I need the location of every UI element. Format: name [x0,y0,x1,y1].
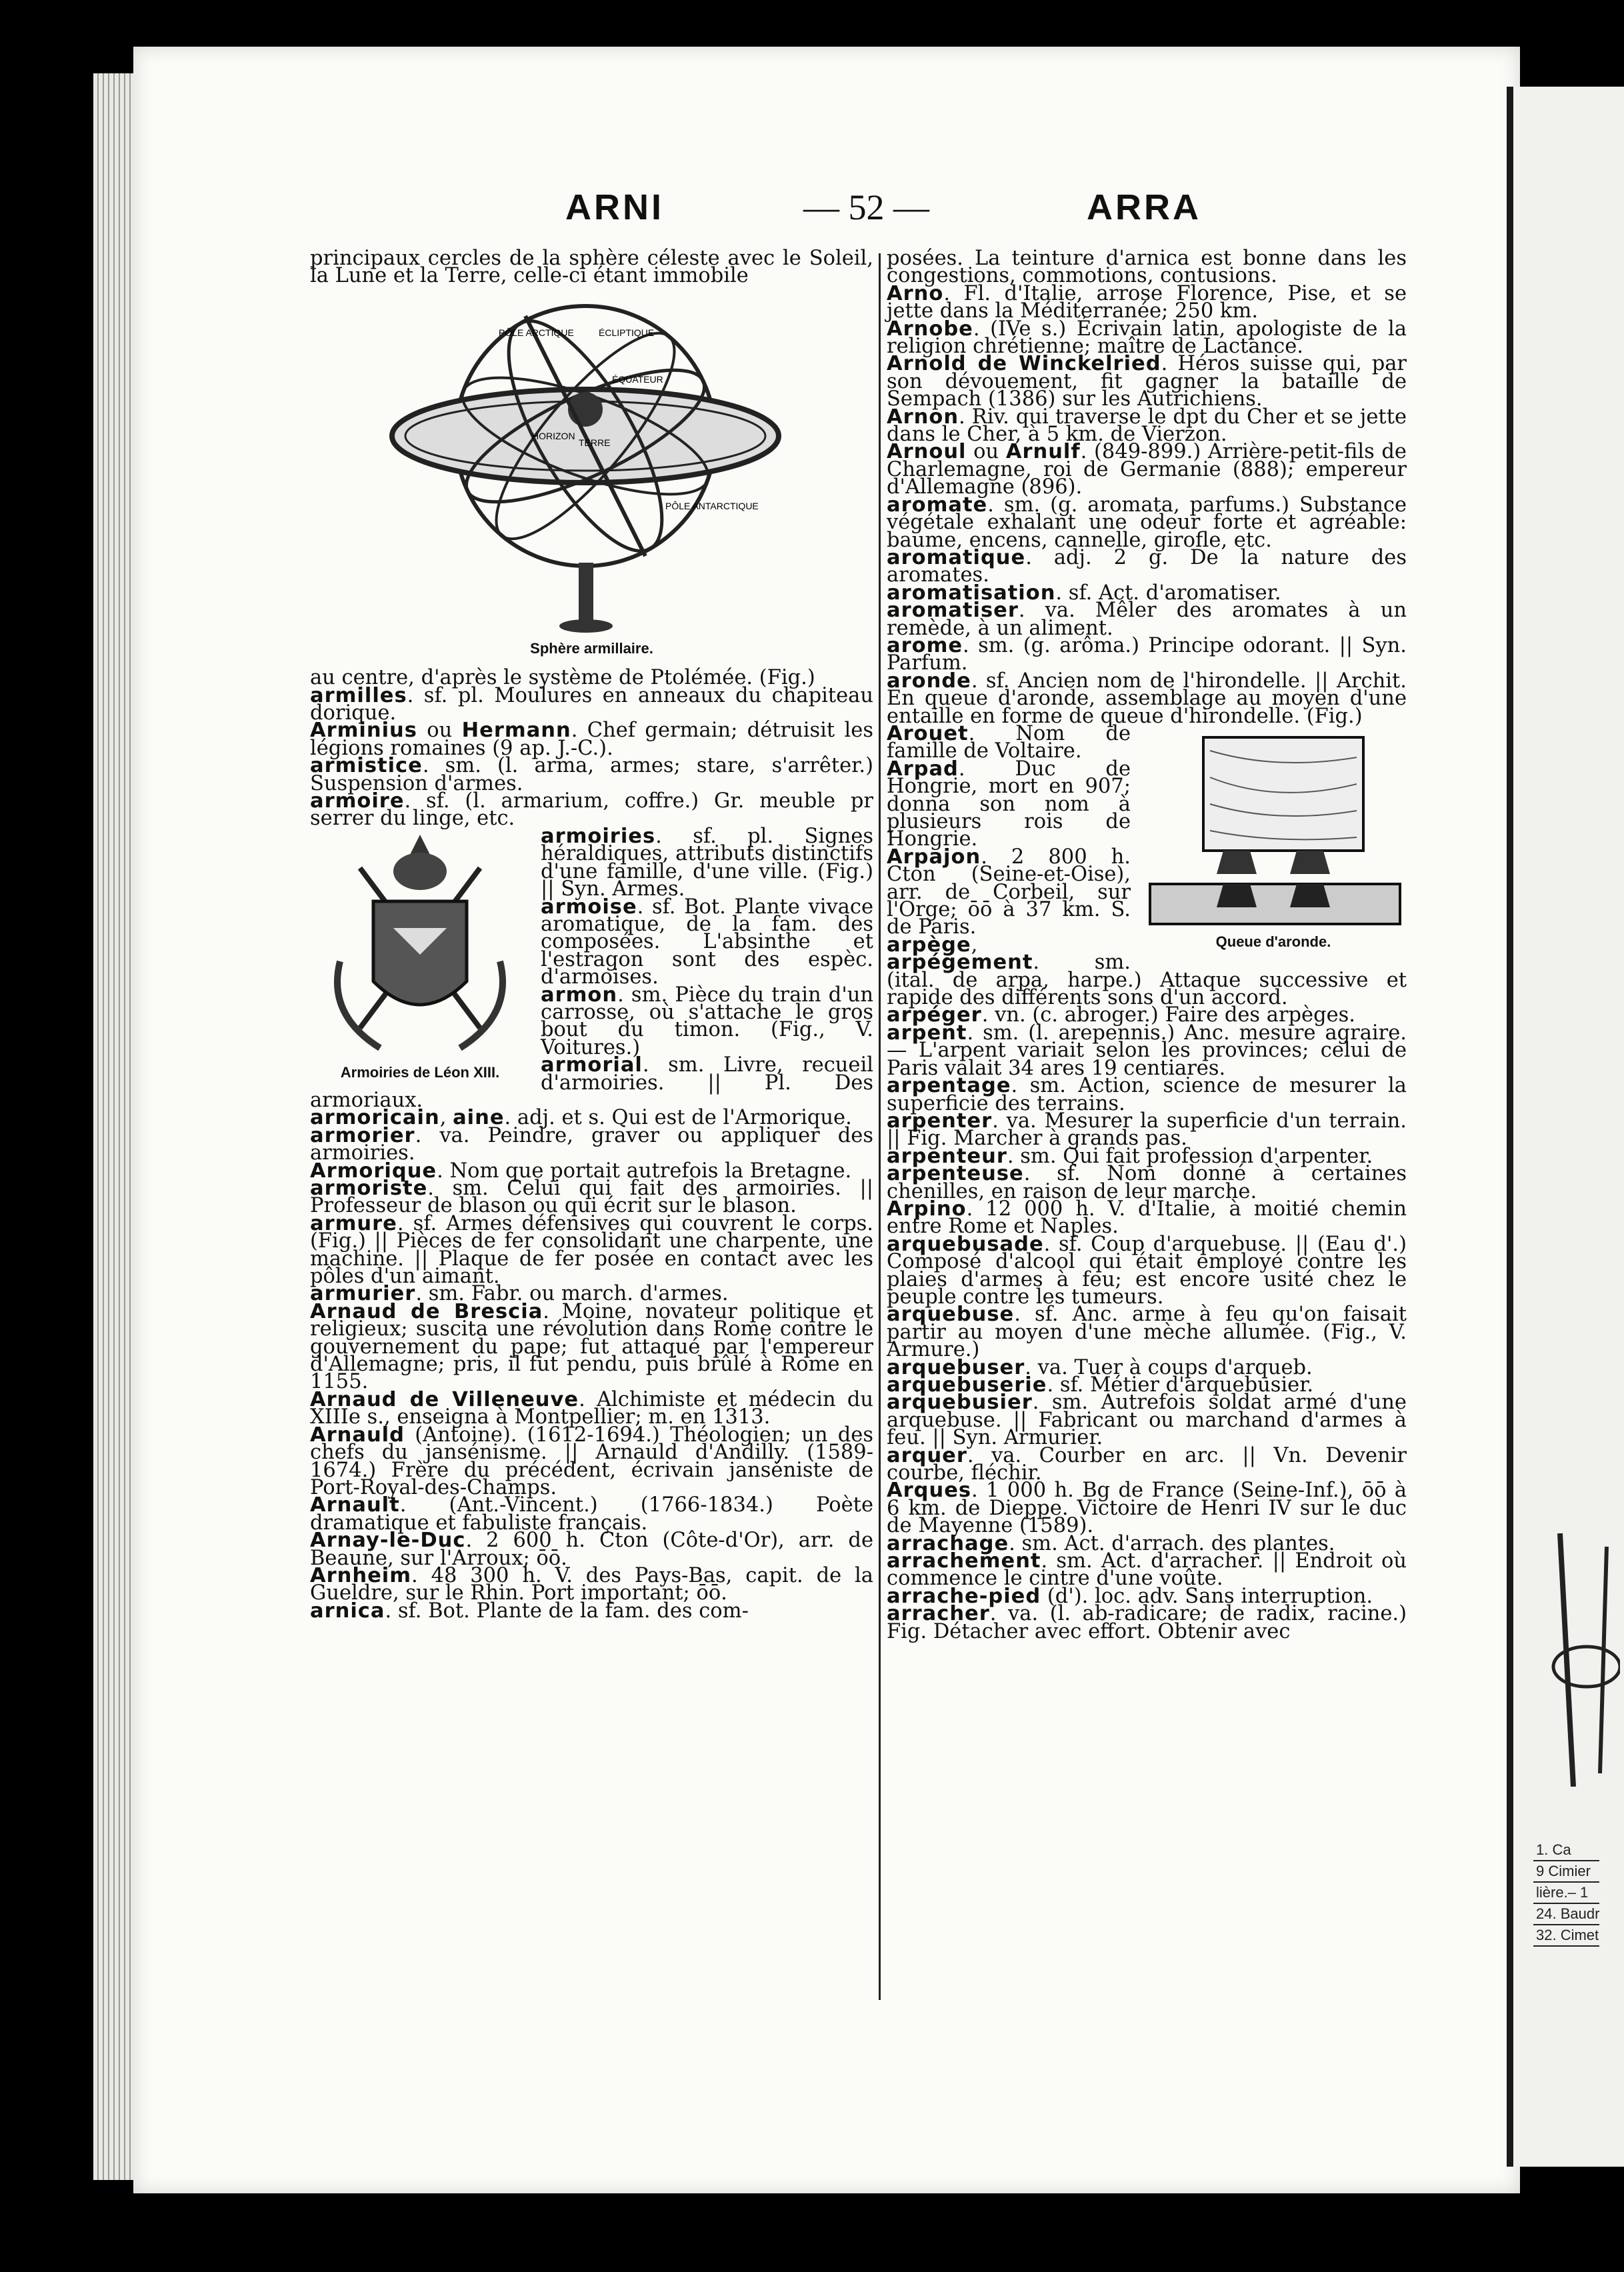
headword: armorier [310,1123,415,1147]
headword: Arnauld [310,1423,405,1447]
definition: . sf. Ancien nom de l'hirondelle. || Archit. En queue d'aronde, assemblage au moyen d'une entaille en forme de queue d'hirondelle. (Fig.) [887,669,1407,728]
headword: aine [453,1106,505,1130]
definition: . Héros suisse qui, par son dévouement, fit gagner la bataille de Sempach (1386) sur les Autrichiens. [887,352,1407,411]
headword: Arpino [887,1197,967,1221]
definition: . sm. Celui qui fait des armoiries. || Professeur de blason ou qui écrit sur le blason. [310,1177,873,1218]
definition: . va. Peindre, graver ou appliquer des armoiries. [310,1123,873,1165]
dictionary-entry [310,1423,873,1499]
headword: Arnon [887,405,959,429]
facing-page-legend [1533,1840,1599,1947]
dictionary-entry [887,633,1407,675]
headword: aromate [887,493,988,517]
definition: . sf. Métier d'arquebusier. [1047,1373,1314,1397]
continuation-text: posées. La teinture d'arnica est bonne dans les congestions, commotions, contusions. [887,247,1407,288]
headword: aromatisation [887,581,1056,605]
legend-line: lière.– 1 [1533,1883,1599,1904]
definition: . (849-899.) Arrière-petit-fils de Charlemagne, roi de Germanie (888); empereur d'Allemagne (896). [887,440,1407,499]
dictionary-entry [310,719,874,760]
sphere-label: ÉQUATEUR [611,373,663,385]
definition: . sf. Bot. Plante vivace aromatique, de la fam. des composées. L'absinthe et l'estragon sont des espèc. d'armoises. [541,895,873,989]
headword: arquebuser [887,1355,1025,1379]
running-header [0,187,1624,240]
definition: (d'). loc. adv. Sans interruption. [1041,1584,1373,1608]
definition: . Chef germain; détruisit les légions romaines (9 ap. J.-C.). [310,719,874,760]
headword: arrachage [887,1531,1009,1555]
definition: . 48 300 h. V. des Pays-Bas, capit. de la Gueldre, sur le Rhin. Port important; ōō. [310,1563,873,1605]
armillary-sphere-illustration [385,289,799,636]
dovetail-joint-illustration [1143,731,1403,931]
sphere-label: ÉCLIPTIQUE [598,327,654,338]
definition: . sf. Bot. Plante de la fam. des com- [385,1599,749,1623]
definition: . sf. pl. Signes héraldiques, attributs distinctifs d'une famille, d'une ville. (Fig.) || Syn. Armes. [541,824,873,901]
header-first-word: ARNI [565,187,664,227]
definition: . sm. (g. aromata, parfums.) Substance végétale exhalant une odeur forte et agréable: baume, encens, cannelle, girofle, etc. [887,493,1407,552]
dictionary-entry [887,440,1407,499]
definition: . va. Mesurer la superficie d'un terrain. || Fig. Marcher à grands pas. [887,1109,1407,1151]
legend-line: 1. Ca [1533,1840,1599,1861]
headword: Hermann [461,719,571,743]
headword: armoriste [310,1177,428,1200]
dictionary-entry [310,1599,873,1623]
definition: . vn. (c. abroger.) Faire des arpèges. [981,1003,1356,1027]
definition: . va. (l. ab-radicare; de radix, racine.) Fig. Détacher avec effort. Obtenir avec [887,1602,1407,1643]
definition: . (Ant.-Vincent.) (1766-1834.) Poète dramatique et fabuliste français. [310,1493,873,1535]
definition: . sm. (ital. de arpa, harpe.) Attaque successive et rapide des différents sons d'un accord. [887,951,1407,1010]
headword: arquer [887,1443,967,1467]
headword: armoricain [310,1106,440,1130]
dictionary-entry [310,683,873,725]
headword: arpéger [887,1003,982,1027]
headword: Arnay-le-Duc [310,1529,466,1553]
dictionary-entry [887,1109,1407,1151]
headword: armure [310,1211,397,1235]
headword: aronde [887,669,971,693]
dictionary-entry [310,1123,873,1165]
headword: Arno [887,281,944,305]
continuation-text: au centre, d'après le système de Ptolémée. (Fig.) [310,666,815,690]
headword: arpège [887,933,971,957]
definition: . sm. Pièce du train d'un carrosse, où s'attache le gros bout du timon. (Fig., V. Voitures.) [541,983,873,1059]
definition: . va. Mêler des aromates à un remède, à un aliment. [887,599,1407,640]
headword: aromatiser [887,599,1019,623]
headword: arpenteur [887,1144,1007,1168]
continuation-text: principaux cercles de la sphère céleste avec le Soleil, la Lune et la Terre, celle-ci étant immobile [310,247,873,288]
headword: Arnulf [1005,440,1081,464]
armoiries-caption: Armoiries de Léon XIII. [340,1064,500,1081]
headword: armoiries [541,824,656,848]
definition: . sm. Livre, recueil d'armoiries. || Pl. Des armoriaux. [310,1053,873,1112]
headword: arpent [887,1021,967,1045]
definition: . sm. (l. arepennis.) Anc. mesure agraire.— L'arpent variait selon les provinces; celui de Paris valait 34 ares 19 centiares. [887,1021,1407,1080]
headword: Arques [887,1479,972,1503]
definition: . sm. Act. d'arrach. des plantes. [1009,1531,1335,1555]
definition: . sf. Coup d'arquebuse. || (Eau d'.) Composé d'alcool qui était employé contre les plaies d'armes à feu; est encore usité chez le peuple contre les tumeurs. [887,1232,1407,1309]
definition: . sm. Autrefois soldat armé d'une arquebuse. || Fabricant ou marchand d'armes à feu. || Syn. Armurier. [887,1391,1407,1450]
headword: Arouet [887,721,969,745]
page-stack-edge [93,73,133,2180]
headword: arquebusier [887,1391,1033,1415]
dictionary-entry [887,1162,1407,1203]
page-number: — 52 — [803,187,929,227]
facing-page-figure [1533,1533,1620,1787]
headword: arquebusade [887,1232,1044,1256]
headword: arquebuserie [887,1373,1047,1397]
definition: . Duc de Hongrie, mort en 907; donna son nom à plusieurs rois de Hongrie. [887,757,1131,851]
headword: armilles [310,683,407,707]
dictionary-entry [887,1391,1407,1450]
headword: Arnobe [887,317,973,341]
headword: arpentage [887,1074,1011,1098]
definition: . Fl. d'Italie, arrose Florence, Pise, et se jette dans la Méditerranée; 250 km. [887,281,1407,323]
definition: , [439,1106,453,1130]
headword: arpégement [887,951,1033,975]
definition: . 2 800 h. Cton (Seine-et-Oise), arr. de Corbeil, sur l'Orge; ōō à 37 km. S. de Paris. [887,845,1131,939]
dictionary-entry [310,754,873,795]
headword: Arnault [310,1493,400,1517]
definition: . sm. Action, science de mesurer la superficie des terrains. [887,1074,1407,1115]
definition: . va. Courber en arc. || Vn. Devenir courbe, fléchir. [887,1443,1407,1485]
definition: . Moine, novateur politique et religieux; suscita une révolution dans Rome contre le gouvernement du pape; fut attaqué par l'empereur d'Allemagne; pris, il fut pendu, puis brûlé à Rome en 1155. [310,1299,873,1394]
definition: . sf. Armes défensives qui couvrent le corps. (Fig.) || Pièces de fer consolidant une charpente, une machine. || Plaque de fer posée en contact avec les pôles d'un aimant. [310,1211,873,1289]
definition: . adj. et s. Qui est de l'Armorique. [504,1106,852,1130]
dictionary-entry [887,493,1407,552]
dictionary-entry [310,1177,873,1218]
headword: Arnoul [887,440,967,464]
aronde-figure [1140,731,1407,951]
dictionary-entry [887,1479,1407,1538]
right-column [887,247,1407,1643]
definition: ou [417,719,462,743]
dictionary-entry [887,317,1407,359]
definition: . sm. Fabr. ou march. d'armes. [415,1282,729,1306]
headword: arracher [887,1602,990,1626]
headword: arquebuse [887,1303,1015,1327]
definition: (Antoine). (1612-1694.) Théologien; un des chefs du jansénisme. || Arnauld d'Andilly. (1589-1674.) Frère du précédent, écrivain janséniste de Port-Royal-des-Champs. [310,1423,873,1499]
definition: . sm. Qui fait profession d'arpenter. [1007,1144,1373,1168]
definition: . adj. 2 g. De la nature des aromates. [887,545,1407,587]
definition: . sm. (l. arma, armes; stare, s'arrêter.) Suspension d'armes. [310,754,873,795]
headword: Arnaud de Brescia [310,1299,543,1323]
legend-line: 9 Cimier [1533,1861,1599,1883]
headword: Arpad [887,757,959,781]
sphere-label: HORIZON [531,430,575,441]
headword: armurier [310,1282,416,1306]
dictionary-entry [887,1232,1407,1309]
headword: armistice [310,754,423,778]
headword: arpenteuse [887,1162,1024,1186]
definition: . va. Tuer à coups d'arqueb. [1025,1355,1313,1379]
dictionary-entry [310,1211,873,1289]
dictionary-entry [887,405,1407,447]
sphere-caption: Sphère armillaire. [530,639,653,657]
definition: . sf. pl. Moulures en anneaux du chapiteau dorique. [310,683,873,725]
definition: . sm. (g. arôma.) Principe odorant. || Syn. Parfum. [887,633,1407,675]
coat-of-arms-illustration [313,828,527,1061]
dictionary-entry [887,352,1407,411]
definition: . sf. Nom donné à certaines chenilles, en raison de leur marche. [887,1162,1407,1203]
headword: armoise [541,895,637,919]
armoiries-figure [310,828,530,1082]
definition: . sf. (l. armarium, coffre.) Gr. meuble pr serrer du linge, etc. [310,789,873,831]
definition: ou [966,440,1006,464]
definition: . Nom que portait autrefois la Bretagne. [437,1159,852,1183]
dictionary-entry [310,1563,873,1605]
dictionary-entry [887,281,1407,323]
definition: . Riv. qui traverse le dpt du Cher et se jette dans le Cher, à 5 km. de Vierzon. [887,405,1407,447]
headword: Arpajon [887,845,981,869]
headword: aromatique [887,545,1026,569]
dictionary-entry [310,1493,873,1535]
dictionary-entry [887,1443,1407,1485]
headword: arrachement [887,1549,1041,1573]
dictionary-entry [310,1529,873,1570]
legend-line: 32. Cimet [1533,1925,1599,1947]
definition: . 1 000 h. Bg de France (Seine-Inf.), ōō à 6 km. de Dieppe. Victoire de Henri IV sur le duc de Mayenne (1589). [887,1479,1407,1538]
sphere-label: PÔLE ARCTIQUE [498,327,574,338]
definition: . 2 600 h. Cton (Côte-d'Or), arr. de Beaune, sur l'Arroux; ōō. [310,1529,873,1570]
headword: arome [887,633,963,657]
definition: . sf. Act. d'aromatiser. [1055,581,1281,605]
dictionary-entry [887,1303,1407,1362]
definition: . sm. Act. d'arracher. || Endroit où commence le cintre d'une voûte. [887,1549,1407,1591]
definition: . 12 000 h. V. d'Italie, à moitié chemin entre Rome et Naples. [887,1197,1407,1239]
headword: Arminius [310,719,417,743]
dictionary-entry [887,1074,1407,1115]
dictionary-entry [887,1602,1407,1643]
dictionary-entry [887,545,1407,587]
definition: . Alchimiste et médecin du XIIIe s., enseigna à Montpellier; m. en 1313. [310,1387,873,1429]
dictionary-entry [310,1387,873,1429]
headword: armon [541,983,618,1007]
headword: arnica [310,1599,385,1623]
definition: . (IVe s.) Écrivain latin, apologiste de la religion chrétienne; maître de Lactance. [887,317,1407,359]
dictionary-entry [887,1549,1407,1591]
headword: armoire [310,789,405,813]
header-last-word: ARRA [1087,187,1201,227]
definition: . sf. Anc. arme à feu qu'on faisait partir au moyen d'une mèche allumée. (Fig., V. Armure.) [887,1303,1407,1362]
definition: . Nom de famille de Voltaire. [887,721,1131,763]
legend-line: 24. Baudr [1533,1904,1599,1925]
dictionary-entry [887,1021,1407,1080]
sphere-label: PÔLE ANTARCTIQUE [665,500,759,511]
headword: Arnheim [310,1563,411,1587]
dictionary-entry [310,789,873,831]
headword: Arnaud de Villeneuve [310,1387,579,1411]
headword: arpenter [887,1109,993,1133]
column-divider [879,253,881,2000]
headword: Arnold de Winckelried [887,352,1161,376]
headword: arrache-pied [887,1584,1041,1608]
sphere-label: TERRE [578,437,610,448]
dictionary-entry [887,669,1407,728]
dictionary-entry [310,1299,873,1394]
dictionary-entry [887,1197,1407,1239]
dictionary-entry [887,599,1407,640]
left-column [310,247,874,1623]
definition: , [971,933,978,957]
headword: armorial [541,1053,643,1077]
aronde-caption: Queue d'aronde. [1215,933,1331,951]
headword: Armorique [310,1159,437,1183]
